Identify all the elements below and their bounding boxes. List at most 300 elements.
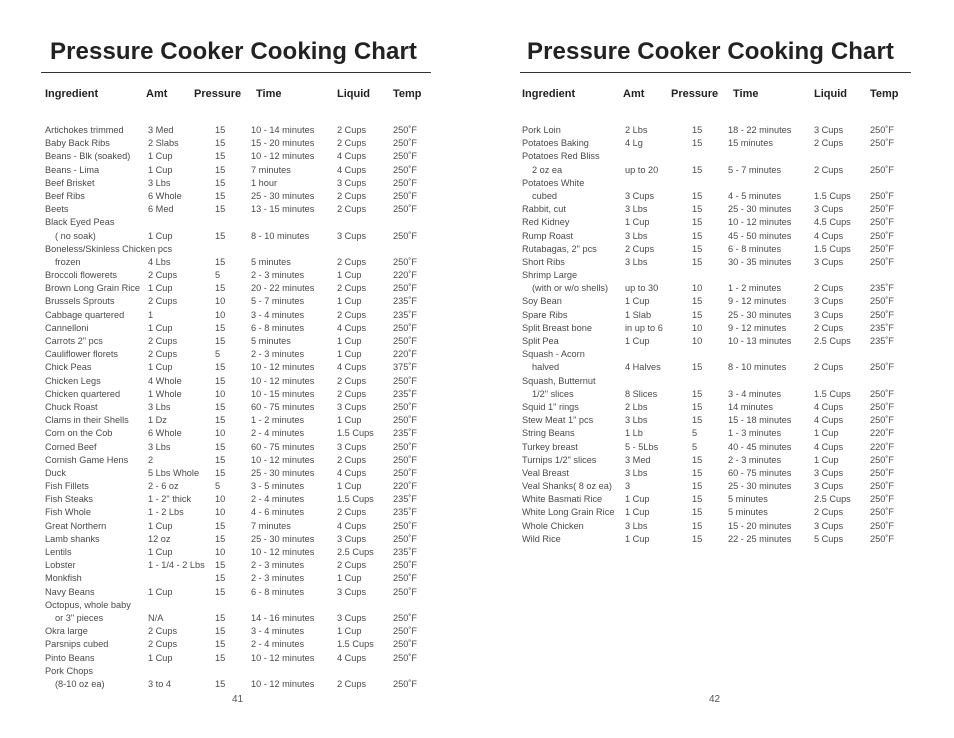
table-row bbox=[0, 282, 477, 295]
pressure-cell: 5 bbox=[692, 428, 698, 439]
amount-cell: 3 Lbs bbox=[148, 401, 171, 412]
liquid-cell: 3 Cups bbox=[337, 441, 367, 452]
table-row bbox=[0, 612, 477, 625]
table-row bbox=[0, 190, 477, 203]
time-cell: 5 - 7 minutes bbox=[251, 296, 305, 307]
table-row bbox=[0, 361, 477, 374]
time-cell: 6 - 8 minutes bbox=[251, 322, 305, 333]
page-number: 41 bbox=[232, 694, 244, 705]
time-cell: 5 minutes bbox=[728, 494, 768, 505]
ingredient-cell: Rabbit, cut bbox=[522, 204, 566, 215]
amount-cell: 1 Cup bbox=[148, 230, 173, 241]
table-row bbox=[0, 520, 477, 533]
pressure-cell: 15 bbox=[692, 190, 703, 201]
liquid-cell: 2 Cups bbox=[337, 190, 367, 201]
liquid-cell: 2 Cups bbox=[337, 678, 367, 689]
table-row bbox=[0, 546, 477, 559]
time-cell: 3 - 4 minutes bbox=[251, 309, 305, 320]
pressure-cell: 10 bbox=[692, 336, 703, 346]
time-cell: 2 - 3 minutes bbox=[251, 349, 305, 360]
page-number: 42 bbox=[709, 694, 721, 705]
page-42 bbox=[477, 0, 954, 738]
time-cell: 1 - 3 minutes bbox=[728, 428, 782, 439]
amount-cell: 12 oz bbox=[148, 533, 171, 544]
liquid-cell: 1 Cup bbox=[337, 270, 362, 281]
header-time: Time bbox=[256, 88, 282, 100]
time-cell: 5 minutes bbox=[728, 507, 768, 518]
temp-cell: 250˚F bbox=[393, 230, 418, 241]
pressure-cell: 15 bbox=[692, 243, 703, 254]
time-cell: 10 - 12 minutes bbox=[251, 652, 315, 663]
liquid-cell: 3 Cups bbox=[814, 296, 844, 307]
pressure-cell: 15 bbox=[215, 336, 226, 346]
amount-cell: 2 Lbs bbox=[625, 125, 648, 135]
ingredient-cell: Veal Breast bbox=[522, 467, 569, 478]
table-row bbox=[0, 506, 477, 519]
temp-cell: 250˚F bbox=[393, 177, 418, 188]
amount-cell: 1 - 1/4 - 2 Lbs bbox=[148, 560, 205, 571]
liquid-cell: 2 Cups bbox=[814, 322, 844, 333]
temp-cell: 250˚F bbox=[870, 494, 895, 505]
temp-cell: 250˚F bbox=[393, 639, 418, 650]
ingredient-cell: Chicken quartered bbox=[45, 388, 121, 399]
temp-cell: 250˚F bbox=[870, 533, 895, 544]
header-ingredient: Ingredient bbox=[522, 88, 576, 100]
header-time: Time bbox=[733, 88, 759, 100]
liquid-cell: 1 Cup bbox=[337, 296, 362, 307]
temp-cell: 235˚F bbox=[393, 309, 418, 320]
pressure-cell: 15 bbox=[692, 309, 703, 320]
ingredient-cell: frozen bbox=[55, 256, 81, 267]
table-row bbox=[0, 203, 477, 216]
time-cell: 3 - 5 minutes bbox=[251, 481, 305, 492]
table-row bbox=[477, 348, 954, 361]
pressure-cell: 10 bbox=[215, 547, 226, 557]
amount-cell: 6 Med bbox=[148, 204, 174, 215]
amount-cell: 3 bbox=[625, 481, 631, 492]
pressure-cell: 5 bbox=[692, 441, 698, 452]
time-cell: 25 - 30 minutes bbox=[251, 190, 315, 201]
pressure-cell: 15 bbox=[215, 533, 226, 544]
temp-cell: 250˚F bbox=[393, 336, 418, 346]
pressure-cell: 15 bbox=[215, 652, 226, 663]
temp-cell: 250˚F bbox=[393, 125, 418, 135]
time-cell: 10 - 12 minutes bbox=[251, 547, 315, 557]
time-cell: 18 - 22 minutes bbox=[728, 125, 792, 135]
ingredient-cell: Artichokes trimmed bbox=[45, 125, 124, 135]
amount-cell: 3 Lbs bbox=[625, 204, 648, 215]
temp-cell: 250˚F bbox=[870, 454, 895, 465]
amount-cell: 1 Cup bbox=[625, 533, 650, 544]
ingredient-cell: Chick Peas bbox=[45, 362, 92, 373]
pressure-cell: 15 bbox=[692, 125, 703, 135]
time-cell: 6 - 8 minutes bbox=[251, 586, 305, 597]
liquid-cell: 2 Cups bbox=[337, 507, 367, 518]
pressure-cell: 15 bbox=[692, 533, 703, 544]
amount-cell: 5 Lbs Whole bbox=[148, 467, 200, 478]
temp-cell: 250˚F bbox=[870, 481, 895, 492]
temp-cell: 220˚F bbox=[870, 428, 895, 439]
temp-cell: 250˚F bbox=[393, 138, 418, 149]
table-row bbox=[0, 638, 477, 651]
table-row bbox=[477, 269, 954, 282]
amount-cell: 1 Cup bbox=[148, 151, 173, 162]
pressure-cell: 5 bbox=[215, 270, 221, 281]
table-row bbox=[0, 256, 477, 269]
time-cell: 10 - 12 minutes bbox=[251, 678, 315, 689]
time-cell: 15 - 20 minutes bbox=[728, 520, 792, 531]
ingredient-cell: Chicken Legs bbox=[45, 375, 101, 386]
ingredient-cell: Split Breast bone bbox=[522, 322, 592, 333]
time-cell: 45 - 50 minutes bbox=[728, 230, 792, 241]
liquid-cell: 1 Cup bbox=[337, 573, 362, 584]
time-cell: 10 - 12 minutes bbox=[728, 217, 792, 228]
ingredient-cell: Beets bbox=[45, 204, 69, 215]
pressure-cell: 15 bbox=[692, 467, 703, 478]
liquid-cell: 1.5 Cups bbox=[337, 428, 374, 439]
ingredient-cell: Pork Chops bbox=[45, 665, 94, 676]
temp-cell: 250˚F bbox=[870, 243, 895, 254]
liquid-cell: 2 Cups bbox=[337, 454, 367, 465]
liquid-cell: 2 Cups bbox=[337, 125, 367, 135]
temp-cell: 250˚F bbox=[870, 520, 895, 531]
amount-cell: 1 Cup bbox=[625, 217, 650, 228]
amount-cell: 1 Cup bbox=[148, 362, 173, 373]
liquid-cell: 1 Cup bbox=[337, 349, 362, 360]
amount-cell: 1 Lb bbox=[625, 428, 643, 439]
pressure-cell: 15 bbox=[692, 507, 703, 518]
time-cell: 60 - 75 minutes bbox=[728, 467, 792, 478]
ingredient-cell: Shrimp Large bbox=[522, 270, 578, 281]
time-cell: 10 - 12 minutes bbox=[251, 362, 315, 373]
liquid-cell: 4 Cups bbox=[337, 520, 367, 531]
time-cell: 25 - 30 minutes bbox=[728, 204, 792, 215]
pressure-cell: 15 bbox=[215, 560, 226, 571]
table-row bbox=[0, 493, 477, 506]
ingredient-cell: Wild Rice bbox=[522, 533, 561, 544]
liquid-cell: 4 Cups bbox=[814, 415, 844, 426]
temp-cell: 250˚F bbox=[870, 309, 895, 320]
time-cell: 22 - 25 minutes bbox=[728, 533, 792, 544]
ingredient-cell: Squash, Butternut bbox=[522, 375, 596, 386]
liquid-cell: 1.5 Cups bbox=[337, 639, 374, 650]
header-ingredient: Ingredient bbox=[45, 88, 99, 100]
liquid-cell: 3 Cups bbox=[337, 177, 367, 188]
table-row bbox=[477, 361, 954, 374]
ingredient-cell: Beef Brisket bbox=[45, 177, 95, 188]
temp-cell: 250˚F bbox=[870, 507, 895, 518]
amount-cell: 3 Med bbox=[148, 125, 174, 135]
ingredient-cell: White Long Grain Rice bbox=[522, 507, 615, 518]
temp-cell: 235˚F bbox=[393, 494, 418, 505]
header-temp: Temp bbox=[393, 88, 422, 100]
table-row bbox=[0, 599, 477, 612]
ingredient-cell: Cabbage quartered bbox=[45, 309, 125, 320]
amount-cell: 8 Slices bbox=[625, 388, 658, 399]
temp-cell: 250˚F bbox=[870, 415, 895, 426]
temp-cell: 250˚F bbox=[870, 388, 895, 399]
amount-cell: 1 Cup bbox=[148, 520, 173, 531]
page-title: Pressure Cooker Cooking Chart bbox=[527, 38, 894, 65]
pressure-cell: 10 bbox=[692, 322, 703, 333]
temp-cell: 250˚F bbox=[393, 204, 418, 215]
temp-cell: 235˚F bbox=[393, 388, 418, 399]
time-cell: 10 - 12 minutes bbox=[251, 151, 315, 162]
table-row bbox=[0, 678, 477, 691]
temp-cell: 250˚F bbox=[870, 204, 895, 215]
pressure-cell: 5 bbox=[215, 481, 221, 492]
ingredient-cell: Duck bbox=[45, 467, 66, 478]
table-row bbox=[477, 322, 954, 335]
pressure-cell: 15 bbox=[215, 204, 226, 215]
table-row bbox=[0, 480, 477, 493]
amount-cell: in up to 6 bbox=[625, 322, 663, 333]
ingredient-cell: Lentils bbox=[45, 547, 72, 557]
table-row bbox=[0, 309, 477, 322]
ingredient-cell: Fish Steaks bbox=[45, 494, 93, 505]
amount-cell: 3 Lbs bbox=[625, 520, 648, 531]
ingredient-cell: Rump Roast bbox=[522, 230, 574, 241]
ingredient-cell: cubed bbox=[532, 190, 558, 201]
liquid-cell: 3 Cups bbox=[814, 204, 844, 215]
table-row bbox=[477, 401, 954, 414]
liquid-cell: 4.5 Cups bbox=[814, 217, 851, 228]
ingredient-cell: Whole Chicken bbox=[522, 520, 584, 531]
temp-cell: 250˚F bbox=[393, 151, 418, 162]
table-row bbox=[0, 427, 477, 440]
table-row bbox=[0, 243, 477, 256]
ingredient-cell: 2 oz ea bbox=[532, 164, 563, 175]
ingredient-cell: Beef Ribs bbox=[45, 190, 85, 201]
amount-cell: 2 - 6 oz bbox=[148, 481, 179, 492]
time-cell: 10 - 13 minutes bbox=[728, 336, 792, 346]
pressure-cell: 15 bbox=[692, 520, 703, 531]
table-row bbox=[0, 388, 477, 401]
table-row bbox=[0, 322, 477, 335]
liquid-cell: 4 Cups bbox=[814, 230, 844, 241]
table-row bbox=[0, 467, 477, 480]
table-row bbox=[477, 493, 954, 506]
temp-cell: 250˚F bbox=[393, 678, 418, 689]
liquid-cell: 2 Cups bbox=[814, 283, 844, 294]
ingredient-cell: Corn on the Cob bbox=[45, 428, 113, 439]
time-cell: 25 - 30 minutes bbox=[251, 533, 315, 544]
pressure-cell: 15 bbox=[215, 520, 226, 531]
ingredient-cell: Brown Long Grain Rice bbox=[45, 283, 140, 294]
pressure-cell: 15 bbox=[692, 164, 703, 175]
time-cell: 60 - 75 minutes bbox=[251, 441, 315, 452]
amount-cell: 3 to 4 bbox=[148, 678, 171, 689]
liquid-cell: 1 Cup bbox=[337, 481, 362, 492]
table-row bbox=[477, 282, 954, 295]
time-cell: 10 - 12 minutes bbox=[251, 375, 315, 386]
amount-cell: 1 Cup bbox=[148, 322, 173, 333]
amount-cell: 2 Lbs bbox=[625, 401, 648, 412]
liquid-cell: 1 Cup bbox=[337, 415, 362, 426]
pressure-cell: 15 bbox=[692, 401, 703, 412]
temp-cell: 220˚F bbox=[393, 270, 418, 281]
amount-cell: 4 Halves bbox=[625, 362, 661, 373]
ingredient-cell: or 3" pieces bbox=[55, 612, 104, 623]
table-row bbox=[0, 164, 477, 177]
amount-cell: 3 Lbs bbox=[148, 441, 171, 452]
ingredient-cell: Potatoes Red Bliss bbox=[522, 151, 600, 162]
header-pressure: Pressure bbox=[194, 88, 242, 100]
ingredient-cell: Navy Beans bbox=[45, 586, 95, 597]
time-cell: 10 - 14 minutes bbox=[251, 125, 315, 135]
chart-rows bbox=[477, 124, 954, 546]
ingredient-cell: Chuck Roast bbox=[45, 401, 98, 412]
time-cell: 4 - 6 minutes bbox=[251, 507, 305, 518]
table-row bbox=[477, 506, 954, 519]
table-row bbox=[0, 295, 477, 308]
ingredient-cell: Fish Fillets bbox=[45, 481, 89, 492]
temp-cell: 235˚F bbox=[393, 507, 418, 518]
pressure-cell: 15 bbox=[692, 415, 703, 426]
time-cell: 8 - 10 minutes bbox=[728, 362, 787, 373]
amount-cell: 1 Slab bbox=[625, 309, 652, 320]
header-liquid: Liquid bbox=[337, 88, 370, 100]
time-cell: 14 - 16 minutes bbox=[251, 612, 315, 623]
pressure-cell: 15 bbox=[215, 467, 226, 478]
pressure-cell: 15 bbox=[215, 454, 226, 465]
table-row bbox=[0, 335, 477, 348]
table-row bbox=[0, 177, 477, 190]
liquid-cell: 4 Cups bbox=[337, 652, 367, 663]
temp-cell: 250˚F bbox=[393, 573, 418, 584]
ingredient-cell: Turkey breast bbox=[522, 441, 578, 452]
table-row bbox=[0, 533, 477, 546]
amount-cell: up to 30 bbox=[625, 283, 659, 294]
header-amount: Amt bbox=[623, 88, 645, 100]
temp-cell: 250˚F bbox=[393, 560, 418, 571]
liquid-cell: 2 Cups bbox=[337, 560, 367, 571]
pressure-cell: 15 bbox=[692, 388, 703, 399]
table-row bbox=[0, 665, 477, 678]
amount-cell: 1 Cup bbox=[625, 336, 650, 346]
liquid-cell: 2 Cups bbox=[337, 283, 367, 294]
liquid-cell: 2 Cups bbox=[337, 309, 367, 320]
time-cell: 9 - 12 minutes bbox=[728, 322, 787, 333]
liquid-cell: 4 Cups bbox=[337, 362, 367, 373]
liquid-cell: 1 Cup bbox=[814, 428, 839, 439]
pressure-cell: 15 bbox=[215, 678, 226, 689]
liquid-cell: 1.5 Cups bbox=[814, 190, 851, 201]
pressure-cell: 10 bbox=[692, 283, 703, 294]
pressure-cell: 15 bbox=[215, 151, 226, 162]
temp-cell: 250˚F bbox=[393, 586, 418, 597]
temp-cell: 250˚F bbox=[870, 125, 895, 135]
temp-cell: 250˚F bbox=[870, 190, 895, 201]
temp-cell: 250˚F bbox=[393, 375, 418, 386]
amount-cell: 2 Cups bbox=[148, 639, 178, 650]
amount-cell: 1 - 2 Lbs bbox=[148, 507, 184, 518]
ingredient-cell: Beans - Blk (soaked) bbox=[45, 151, 131, 162]
time-cell: 5 - 7 minutes bbox=[728, 164, 782, 175]
pressure-cell: 15 bbox=[215, 177, 226, 188]
time-cell: 5 minutes bbox=[251, 256, 291, 267]
pressure-cell: 10 bbox=[215, 507, 226, 518]
amount-cell: 3 Lbs bbox=[625, 467, 648, 478]
temp-cell: 250˚F bbox=[870, 230, 895, 241]
amount-cell: up to 20 bbox=[625, 164, 659, 175]
temp-cell: 250˚F bbox=[393, 626, 418, 637]
ingredient-cell: Cauliflower florets bbox=[45, 349, 119, 360]
ingredient-cell: halved bbox=[532, 362, 560, 373]
table-row bbox=[477, 295, 954, 308]
ingredient-cell: Cannelloni bbox=[45, 322, 89, 333]
time-cell: 15 - 20 minutes bbox=[251, 138, 315, 149]
amount-cell: 3 Lbs bbox=[625, 256, 648, 267]
temp-cell: 250˚F bbox=[393, 283, 418, 294]
pressure-cell: 15 bbox=[215, 639, 226, 650]
time-cell: 5 minutes bbox=[251, 336, 291, 346]
table-row bbox=[0, 150, 477, 163]
liquid-cell: 2 Cups bbox=[814, 138, 844, 149]
table-row bbox=[0, 124, 477, 137]
temp-cell: 250˚F bbox=[393, 415, 418, 426]
liquid-cell: 4 Cups bbox=[814, 401, 844, 412]
time-cell: 1 - 2 minutes bbox=[251, 415, 305, 426]
liquid-cell: 1 Cup bbox=[337, 626, 362, 637]
page-title: Pressure Cooker Cooking Chart bbox=[50, 38, 417, 65]
amount-cell: 1 Cup bbox=[625, 494, 650, 505]
time-cell: 2 - 3 minutes bbox=[251, 270, 305, 281]
liquid-cell: 3 Cups bbox=[337, 533, 367, 544]
chart-rows bbox=[0, 124, 477, 691]
pressure-cell: 10 bbox=[215, 494, 226, 505]
table-row bbox=[477, 335, 954, 348]
liquid-cell: 3 Cups bbox=[337, 586, 367, 597]
temp-cell: 235˚F bbox=[870, 336, 895, 346]
temp-cell: 235˚F bbox=[870, 283, 895, 294]
time-cell: 7 minutes bbox=[251, 164, 291, 175]
amount-cell: 1 Cup bbox=[148, 164, 173, 175]
table-row bbox=[477, 203, 954, 216]
table-row bbox=[477, 256, 954, 269]
pressure-cell: 15 bbox=[692, 230, 703, 241]
liquid-cell: 4 Cups bbox=[337, 151, 367, 162]
pressure-cell: 15 bbox=[215, 415, 226, 426]
liquid-cell: 1 Cup bbox=[337, 336, 362, 346]
table-row bbox=[0, 454, 477, 467]
pressure-cell: 15 bbox=[215, 626, 226, 637]
temp-cell: 235˚F bbox=[393, 547, 418, 557]
pressure-cell: 15 bbox=[215, 362, 226, 373]
pressure-cell: 15 bbox=[692, 138, 703, 149]
time-cell: 25 - 30 minutes bbox=[728, 481, 792, 492]
table-row bbox=[477, 467, 954, 480]
temp-cell: 250˚F bbox=[393, 401, 418, 412]
liquid-cell: 5 Cups bbox=[814, 533, 844, 544]
time-cell: 7 minutes bbox=[251, 520, 291, 531]
pressure-cell: 15 bbox=[215, 573, 226, 584]
pressure-cell: 15 bbox=[215, 125, 226, 135]
liquid-cell: 2 Cups bbox=[814, 362, 844, 373]
liquid-cell: 4 Cups bbox=[337, 467, 367, 478]
time-cell: 1 - 2 minutes bbox=[728, 283, 782, 294]
liquid-cell: 2 Cups bbox=[337, 204, 367, 215]
ingredient-cell: White Basmati Rice bbox=[522, 494, 603, 505]
time-cell: 20 - 22 minutes bbox=[251, 283, 315, 294]
ingredient-cell: Potatoes Baking bbox=[522, 138, 589, 149]
temp-cell: 250˚F bbox=[870, 467, 895, 478]
header-pressure: Pressure bbox=[671, 88, 719, 100]
amount-cell: 2 Cups bbox=[148, 270, 178, 281]
ingredient-cell: Short Ribs bbox=[522, 256, 565, 267]
pressure-cell: 10 bbox=[215, 388, 226, 399]
table-row bbox=[0, 401, 477, 414]
